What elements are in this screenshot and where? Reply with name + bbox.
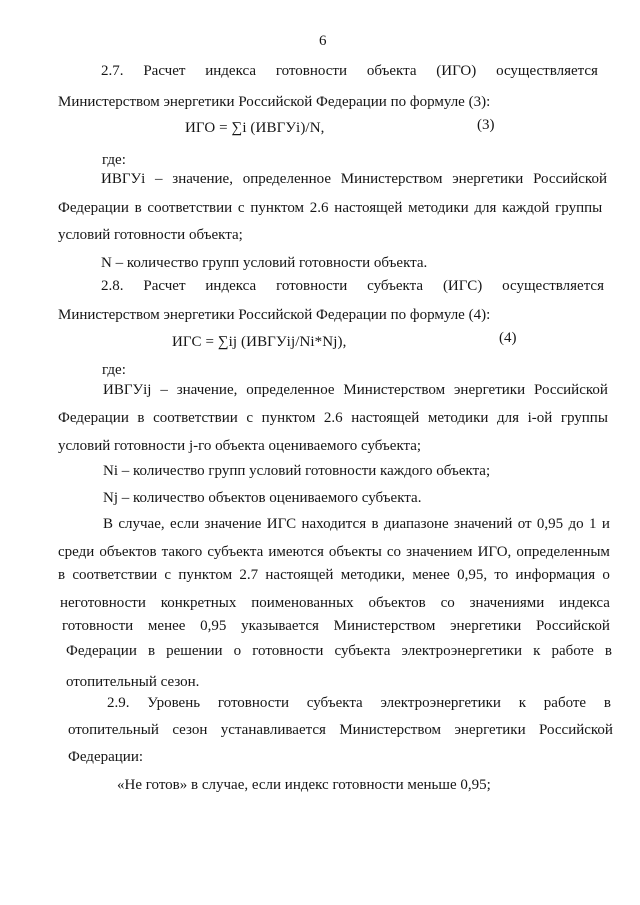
word: устанавливается [220, 722, 326, 738]
word: субъекта [207, 544, 264, 560]
s28-def3: Nj – количество объектов оцениваемого субъекта. [103, 490, 422, 506]
word: электроэнергетики [401, 643, 523, 659]
word: со [440, 595, 455, 611]
word: Расчет [143, 278, 186, 294]
word: объекты [328, 544, 382, 560]
s28-line1 [101, 277, 604, 295]
word: энергетики [452, 171, 524, 187]
word: 2.9. [107, 695, 130, 711]
word: указывается [241, 618, 319, 634]
word: пунктом [261, 410, 316, 426]
word: Министерством [333, 618, 436, 634]
word: электроэнергетики [380, 695, 501, 711]
s29-line1 [107, 694, 611, 712]
word: значений [454, 516, 513, 532]
word: объектов [368, 595, 426, 611]
word: имеются [268, 544, 324, 560]
word: (ИГС) [442, 278, 483, 294]
word: конкретных [160, 595, 237, 611]
word: и [601, 516, 610, 532]
word: менее [147, 618, 186, 634]
word: в [58, 567, 66, 583]
word: соответствии [72, 567, 158, 583]
word: случае, [118, 516, 165, 532]
s28-def1-line3: условий готовности j-го объекта оцениваемого субъекта; [58, 438, 422, 454]
word: о [602, 567, 610, 583]
word: соответствии [153, 410, 238, 426]
word: (ИГО) [436, 63, 477, 79]
word: методики [427, 410, 489, 426]
s27-def1-line1 [101, 170, 607, 188]
word: значение, [172, 171, 233, 187]
word: 0,95 [536, 516, 564, 532]
word: ИГО, [477, 544, 512, 560]
s28-def1-line1 [103, 381, 608, 399]
word: Федерации [66, 643, 137, 659]
word: до [568, 516, 584, 532]
word: субъекта [306, 695, 363, 711]
word: со [386, 544, 402, 560]
word: 0,95, [457, 567, 488, 583]
word: 2.8. [101, 278, 124, 294]
word: пунктом [178, 567, 233, 583]
s28-def2: Ni – количество групп условий готовности каждого объекта; [103, 463, 491, 479]
word: энергетики [454, 722, 526, 738]
word: диапазоне [383, 516, 449, 532]
word: о [233, 643, 242, 659]
word: осуществляется [502, 278, 604, 294]
word: неготовности [60, 595, 146, 611]
word: значение [204, 516, 262, 532]
s28-para-line1 [103, 515, 610, 533]
word: сезон [172, 722, 208, 738]
word: индекса [559, 595, 610, 611]
word: – [160, 382, 168, 398]
word: 1 [588, 516, 597, 532]
word: Федерации [58, 410, 129, 426]
s27-def1-line2: Федерации в соответствии с пунктом 2.6 настоящей методики для каждой группы [58, 200, 603, 216]
s27-def2: N – количество групп условий готовности объекта. [101, 255, 428, 271]
word: индекса [205, 278, 257, 294]
word: готовности [275, 63, 347, 79]
word: методики, [340, 567, 406, 583]
word: ИГС [266, 516, 297, 532]
word: если [169, 516, 200, 532]
word: работе [543, 695, 587, 711]
word: в [147, 643, 156, 659]
word: к [518, 695, 527, 711]
word: индекса [205, 63, 257, 79]
word: готовности [217, 695, 290, 711]
word: такого [161, 544, 203, 560]
word: Уровень [147, 695, 201, 711]
word: отопительный [68, 722, 159, 738]
word: информация [515, 567, 596, 583]
word: 0,95 [200, 618, 227, 634]
word: для [496, 410, 519, 426]
word: осуществляется [496, 63, 598, 79]
word: готовности [62, 618, 134, 634]
word: определенным [516, 544, 610, 560]
word: в [603, 695, 611, 711]
s28-para-line7: отопительный сезон. [66, 674, 200, 690]
s28-formula: ИГС = ∑ij (ИВГУij/Ni*Nj), [172, 334, 347, 350]
word: поименованных [251, 595, 354, 611]
s29-line3: Федерации: [68, 749, 144, 765]
word: менее [412, 567, 450, 583]
s28-para-line5 [62, 617, 610, 635]
word: от [517, 516, 532, 532]
word: – [155, 171, 163, 187]
s28-where: где: [102, 362, 126, 378]
s28-para-line2 [58, 543, 610, 561]
word: Расчет [143, 63, 186, 79]
s27-line2: Министерством энергетики Российской Федерации по формуле (3): [58, 94, 491, 110]
word: i-ой [527, 410, 553, 426]
word: с [246, 410, 254, 426]
word: Российской [539, 722, 613, 738]
word: значение, [176, 382, 238, 398]
word: 2.7. [101, 63, 124, 79]
word: группы [560, 410, 608, 426]
s27-formula-number: (3) [477, 117, 495, 133]
word: Министерством [340, 171, 443, 187]
word: определенное [242, 171, 332, 187]
word: в [371, 516, 379, 532]
word: 2.7 [239, 567, 259, 583]
word: энергетики [453, 382, 526, 398]
s28-para-line6 [66, 642, 612, 660]
word: решении [166, 643, 223, 659]
s28-def1-line2 [58, 409, 608, 427]
s29-item1: «Не готов» в случае, если индекс готовности меньше 0,95; [117, 777, 491, 793]
s28-formula-number: (4) [499, 330, 517, 346]
s28-line2: Министерством энергетики Российской Федерации по формуле (4): [58, 307, 491, 323]
word: в [137, 410, 145, 426]
word: находится [301, 516, 367, 532]
word: настоящей [265, 567, 334, 583]
word: определенное [246, 382, 335, 398]
word: к [533, 643, 541, 659]
word: ИВГУij [103, 382, 152, 398]
word: в [604, 643, 612, 659]
s29-line2 [68, 721, 613, 739]
word: Российской [535, 618, 610, 634]
s27-where: где: [102, 152, 126, 168]
word: работе [551, 643, 594, 659]
word: Российской [533, 171, 607, 187]
word: настоящей [351, 410, 420, 426]
word: объектов [99, 544, 157, 560]
s27-def1-line3: условий готовности объекта; [58, 227, 243, 243]
word: готовности [252, 643, 324, 659]
word: субъекта [367, 278, 424, 294]
word: ИВГУi [101, 171, 146, 187]
word: Министерством [343, 382, 446, 398]
word: В [103, 516, 114, 532]
s27-formula: ИГО = ∑i (ИВГУi)/N, [185, 120, 325, 136]
word: 2.6 [323, 410, 343, 426]
word: объекта [366, 63, 417, 79]
page-number: 6 [319, 33, 327, 49]
word: субъекта [334, 643, 391, 659]
word: значением [406, 544, 473, 560]
word: среди [58, 544, 95, 560]
word: энергетики [450, 618, 522, 634]
s28-para-line4 [60, 594, 610, 612]
word: Российской [533, 382, 608, 398]
word: то [494, 567, 509, 583]
word: значениями [469, 595, 545, 611]
s28-para-line3 [58, 566, 610, 584]
s27-line1 [101, 62, 598, 80]
word: готовности [276, 278, 348, 294]
word: Министерством [339, 722, 442, 738]
word: с [164, 567, 172, 583]
